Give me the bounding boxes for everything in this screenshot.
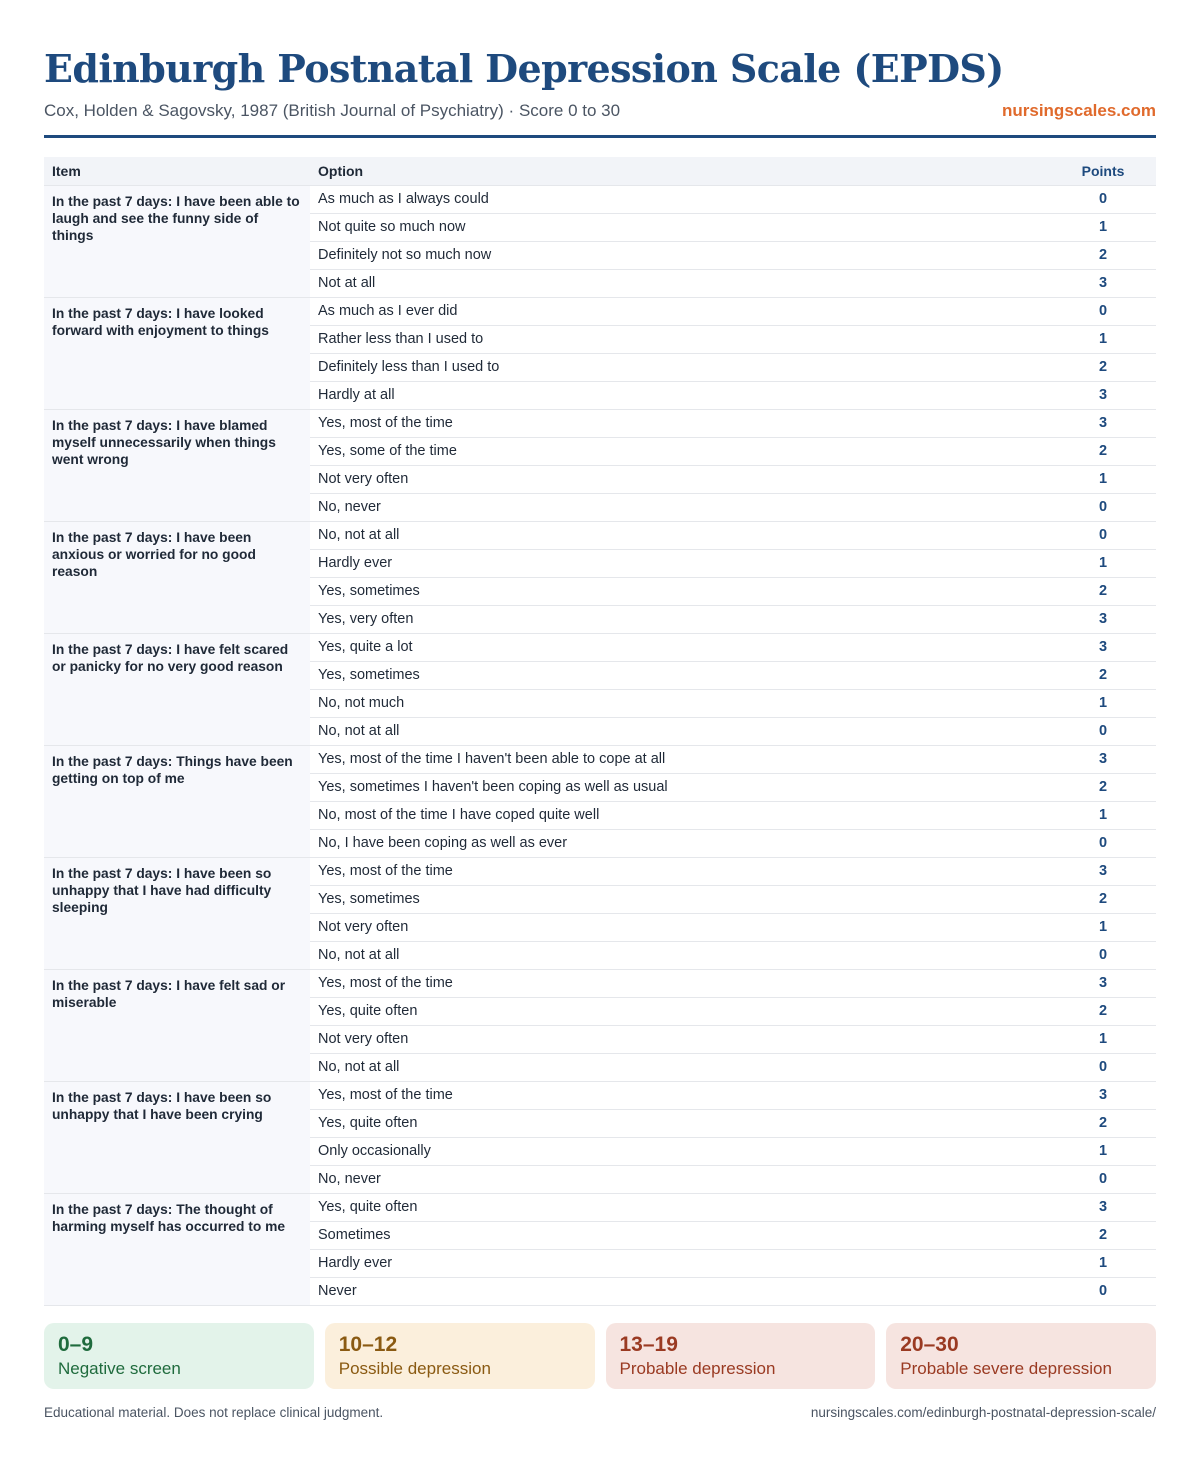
score-band-range: 20–30: [900, 1333, 959, 1356]
option-text: Yes, some of the time: [310, 437, 1050, 465]
option-points: 3: [1050, 857, 1156, 885]
option-points: 2: [1050, 1221, 1156, 1249]
item-question: In the past 7 days: I have felt scared or panicky for no very good reason: [44, 633, 310, 745]
column-header-item: Item: [44, 157, 310, 185]
option-text: No, never: [310, 493, 1050, 521]
option-text: Yes, most of the time: [310, 969, 1050, 997]
option-points: 1: [1050, 689, 1156, 717]
option-points: 0: [1050, 1165, 1156, 1193]
option-text: Yes, quite often: [310, 1109, 1050, 1137]
option-points: 1: [1050, 465, 1156, 493]
table-row: [44, 857, 1156, 885]
item-question: In the past 7 days: I have felt sad or miserable: [44, 969, 310, 1081]
header-divider: [44, 135, 1156, 138]
option-text: Yes, sometimes: [310, 661, 1050, 689]
option-points: 1: [1050, 1025, 1156, 1053]
score-band-label: Probable depression: [619, 1359, 776, 1378]
option-points: 3: [1050, 745, 1156, 773]
option-points: 1: [1050, 1137, 1156, 1165]
table-row: [44, 409, 1156, 437]
item-question: In the past 7 days: I have been anxious or worried for no good reason: [44, 521, 310, 633]
table-row: [44, 633, 1156, 661]
option-text: No, not at all: [310, 941, 1050, 969]
table-header-row: [44, 157, 1156, 185]
option-text: Sometimes: [310, 1221, 1050, 1249]
option-points: 1: [1050, 1249, 1156, 1277]
option-points: 1: [1050, 913, 1156, 941]
option-text: Not very often: [310, 913, 1050, 941]
option-points: 3: [1050, 1193, 1156, 1221]
option-points: 2: [1050, 353, 1156, 381]
option-points: 1: [1050, 213, 1156, 241]
item-question: In the past 7 days: Things have been getting on top of me: [44, 745, 310, 857]
option-points: 1: [1050, 549, 1156, 577]
option-text: Yes, sometimes: [310, 885, 1050, 913]
option-text: No, not much: [310, 689, 1050, 717]
page-title: Edinburgh Postnatal Depression Scale (EPDS): [44, 46, 1004, 91]
option-points: 3: [1050, 409, 1156, 437]
option-text: Hardly ever: [310, 1249, 1050, 1277]
option-text: No, not at all: [310, 521, 1050, 549]
option-points: 2: [1050, 997, 1156, 1025]
item-question: In the past 7 days: The thought of harming myself has occurred to me: [44, 1193, 310, 1305]
option-points: 0: [1050, 829, 1156, 857]
option-points: 2: [1050, 1109, 1156, 1137]
option-text: Only occasionally: [310, 1137, 1050, 1165]
score-band-range: 10–12: [338, 1333, 398, 1356]
option-points: 3: [1050, 605, 1156, 633]
option-text: Definitely not so much now: [310, 241, 1050, 269]
table-row: [44, 1081, 1156, 1109]
score-band-range: 13–19: [619, 1333, 678, 1356]
option-text: As much as I ever did: [310, 297, 1050, 325]
column-header-option: Option: [310, 157, 1050, 185]
score-bands: [44, 1323, 1156, 1389]
option-text: No, I have been coping as well as ever: [310, 829, 1050, 857]
option-text: No, not at all: [310, 717, 1050, 745]
option-text: Rather less than I used to: [310, 325, 1050, 353]
score-band-label: Possible depression: [338, 1359, 491, 1378]
option-text: Definitely less than I used to: [310, 353, 1050, 381]
brand-link[interactable]: nursingscales.com: [1001, 101, 1156, 120]
table-body: [44, 185, 1156, 1305]
option-text: Yes, most of the time: [310, 409, 1050, 437]
footer-disclaimer: Educational material. Does not replace clinical judgment.: [44, 1405, 384, 1420]
option-text: Not quite so much now: [310, 213, 1050, 241]
option-points: 2: [1050, 661, 1156, 689]
option-text: Not very often: [310, 1025, 1050, 1053]
option-text: Hardly at all: [310, 381, 1050, 409]
option-points: 3: [1050, 269, 1156, 297]
table-row: [44, 297, 1156, 325]
option-points: 1: [1050, 801, 1156, 829]
item-question: In the past 7 days: I have been able to laugh and see the funny side of things: [44, 185, 310, 297]
option-points: 0: [1050, 493, 1156, 521]
table-row: [44, 521, 1156, 549]
item-question: In the past 7 days: I have looked forward with enjoyment to things: [44, 297, 310, 409]
item-question: In the past 7 days: I have been so unhappy that I have been crying: [44, 1081, 310, 1193]
option-points: 2: [1050, 885, 1156, 913]
footer-url[interactable]: nursingscales.com/edinburgh-postnatal-depression-scale/: [810, 1405, 1156, 1420]
scale-table: [44, 157, 1156, 1306]
option-text: Hardly ever: [310, 549, 1050, 577]
option-text: Yes, most of the time I haven't been able to cope at all: [310, 745, 1050, 773]
table-row: [44, 185, 1156, 213]
option-text: Yes, very often: [310, 605, 1050, 633]
option-points: 0: [1050, 941, 1156, 969]
score-band-range: 0–9: [58, 1333, 94, 1356]
score-band-label: Probable severe depression: [900, 1359, 1112, 1378]
option-points: 2: [1050, 437, 1156, 465]
option-points: 2: [1050, 241, 1156, 269]
citation-subtitle: Cox, Holden & Sagovsky, 1987 (British Journal of Psychiatry) · Score 0 to 30: [44, 101, 621, 120]
option-text: Yes, most of the time: [310, 857, 1050, 885]
option-text: Yes, quite often: [310, 1193, 1050, 1221]
option-points: 0: [1050, 521, 1156, 549]
item-question: In the past 7 days: I have blamed myself unnecessarily when things went wrong: [44, 409, 310, 521]
option-points: 0: [1050, 1053, 1156, 1081]
column-header-points: Points: [1050, 157, 1156, 185]
option-text: As much as I always could: [310, 185, 1050, 213]
option-text: Yes, most of the time: [310, 1081, 1050, 1109]
table-row: [44, 1193, 1156, 1221]
option-text: Yes, quite a lot: [310, 633, 1050, 661]
table-row: [44, 969, 1156, 997]
option-text: No, never: [310, 1165, 1050, 1193]
option-text: Never: [310, 1277, 1050, 1305]
option-text: No, not at all: [310, 1053, 1050, 1081]
item-question: In the past 7 days: I have been so unhappy that I have had difficulty sleeping: [44, 857, 310, 969]
option-points: 0: [1050, 185, 1156, 213]
option-text: Yes, sometimes I haven't been coping as well as usual: [310, 773, 1050, 801]
option-points: 2: [1050, 577, 1156, 605]
option-points: 0: [1050, 717, 1156, 745]
score-band: [44, 1323, 314, 1389]
score-band-label: Negative screen: [58, 1359, 181, 1378]
option-text: Not very often: [310, 465, 1050, 493]
option-text: Yes, sometimes: [310, 577, 1050, 605]
option-points: 3: [1050, 1081, 1156, 1109]
score-band: [606, 1323, 876, 1389]
option-text: No, most of the time I have coped quite well: [310, 801, 1050, 829]
table-row: [44, 745, 1156, 773]
option-points: 0: [1050, 297, 1156, 325]
option-points: 0: [1050, 1277, 1156, 1305]
option-text: Yes, quite often: [310, 997, 1050, 1025]
score-band: [325, 1323, 595, 1389]
option-points: 3: [1050, 969, 1156, 997]
option-points: 2: [1050, 773, 1156, 801]
option-points: 1: [1050, 325, 1156, 353]
score-band: [886, 1323, 1156, 1389]
option-points: 3: [1050, 633, 1156, 661]
option-points: 3: [1050, 381, 1156, 409]
option-text: Not at all: [310, 269, 1050, 297]
